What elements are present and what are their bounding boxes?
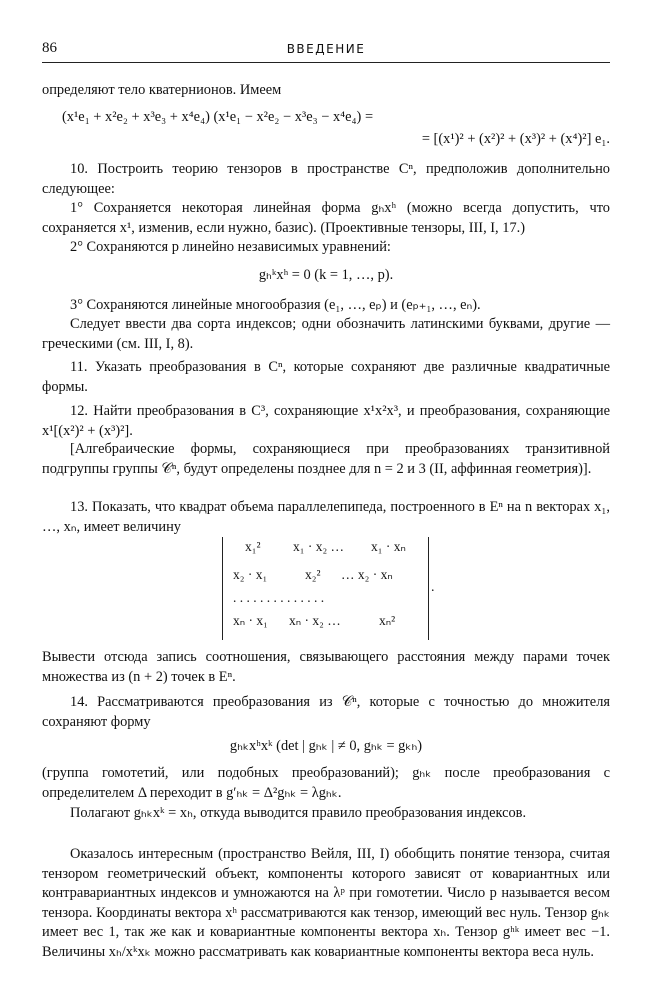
problem-10-equation: gₕᵏxʰ = 0 (k = 1, …, p). — [258, 267, 394, 283]
matrix-cell: xₙ² — [379, 613, 396, 628]
paragraph-intro: определяют тело кватернионов. Имеем — [42, 82, 282, 98]
equation-quaternion-rhs: = [(x¹)² + (x²)² + (x³)² + (x⁴)²] e₁. — [421, 131, 610, 147]
problem-14-equation: gₕₖxʰxᵏ (det | gₕₖ | ≠ 0, gₕₖ = gₖₕ) — [229, 738, 423, 754]
problem-13-text: 13. Показать, что квадрат объема параллелепипеда, построенного в Eⁿ на n векторах x₁, …, xₙ, имеет величину — [42, 499, 610, 535]
equation-quaternion-lhs: (x¹e₁ + x²e₂ + x³e₃ + x⁴e₄) (x¹e₁ − x²e₂ − x³e₃ − x⁴e₄) = — [62, 109, 374, 125]
matrix-cell: xₙ · x₁ — [233, 613, 268, 628]
problem-10-note: Следует ввести два сорта индексов; одни обозначить латинскими буквами, другие — греческими (см. III, I, 8). — [42, 316, 610, 352]
problem-12-text: 12. Найти преобразования в C³, сохраняющие x¹x²x³, и преобразования, сохраняющие x¹[(x²)² + (x³)²]. — [42, 403, 610, 439]
matrix-cell: x₂ · x₁ — [233, 567, 268, 582]
problem-11-text: 11. Указать преобразования в Cⁿ, которые сохраняют две различные квадратичные формы. — [42, 359, 610, 395]
matrix-cell: … x₂ · xₙ — [341, 567, 393, 582]
matrix-cell: xₙ · x₂ … — [289, 613, 341, 628]
problem-14-text: 14. Рассматриваются преобразования из 𝒞ⁿ, которые с точностью до множителя сохраняют форму — [42, 694, 610, 730]
page-number: 86 — [42, 40, 57, 56]
problem-10-item-1: 1° Сохраняется некоторая линейная форма gₕxʰ (можно всегда допустить, что сохраняется x¹, изменив, если нужно, базис). (Проективные тензоры, III, I, 17.) — [42, 200, 610, 236]
matrix-cell: x₁² — [245, 539, 261, 554]
matrix-row-n — [223, 613, 428, 637]
problem-14-homothety: (группа гомотетий, или подобных преобразований); gₕₖ после преобразования с определителем Δ переходит в g′ₕₖ = Δ²gₕₖ = λgₕₖ. — [42, 765, 610, 801]
problem-12-note: [Алгебраические формы, сохраняющиеся при преобразованиях транзитивной подгруппы группы 𝒞ⁿ, будут определены позднее для n = 2 и 3 (II, аффинная геометрия)]. — [42, 441, 610, 477]
matrix-ellipsis: . . . . . . . . . . . . . . — [233, 590, 325, 605]
matrix-period: . — [431, 580, 435, 595]
matrix-row-2 — [223, 567, 428, 591]
running-header — [42, 40, 610, 63]
problem-14-index-rule: Полагают gₕₖxᵏ = xₕ, откуда выводится правило преобразования индексов. — [70, 805, 527, 821]
matrix-cell: x₂² — [305, 567, 321, 582]
matrix-cell: x₁ · xₙ — [371, 539, 406, 554]
problem-10-item-3: 3° Сохраняются линейные многообразия (e₁, …, eₚ) и (eₚ₊₁, …, eₙ). — [70, 297, 481, 313]
problem-14-weyl: Оказалось интересным (пространство Вейля, III, I) обобщить понятие тензора, считая тензором геометрический объект, компоненты которого зависят от ковариантных или контравариантных индексов и умножаются на λᵖ при гомотетии. Число p называется весом тензора. Координаты вектора xʰ рассматриваются как тензор, имеющий вес нуль. Тензор gₕₖ имеет вес 1, так же как и ковариантные компоненты вектора xₕ. Тензор gʰᵏ имеет вес −1. Величины xₕ/xᵏxₖ можно рассматривать как ковариантные компоненты вектора веса нуль. — [42, 846, 610, 960]
matrix-row-dots — [223, 590, 428, 614]
chapter-title: ВВЕДЕНИЕ — [286, 42, 366, 56]
problem-10-item-2: 2° Сохраняются p линейно независимых уравнений: — [70, 239, 391, 255]
gram-determinant — [222, 537, 429, 640]
problem-10-text: 10. Построить теорию тензоров в пространстве Cⁿ, предположив дополнительно следующее: — [42, 161, 610, 197]
matrix-row-1 — [223, 539, 428, 563]
problem-13-conclusion: Вывести отсюда запись соотношения, связывающего расстояния между парами точек множества из (n + 2) точек в Eⁿ. — [42, 649, 610, 685]
matrix-cell: x₁ · x₂ … — [293, 539, 345, 554]
